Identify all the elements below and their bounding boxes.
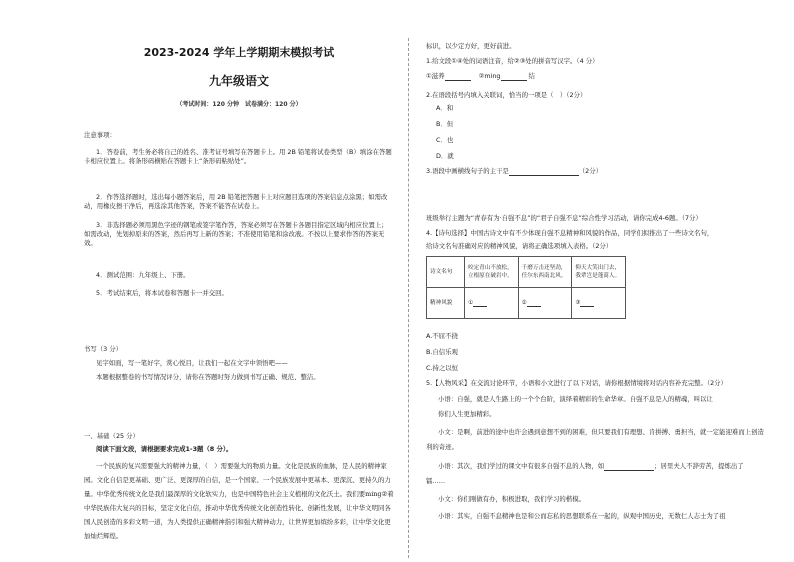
passage: 一个民族的复兴需要强大的精神力量，（ ）需要强大的物质力量。文化是民族的血脉，是人民的精神家园。文化自信是更基础、更广泛、更深厚的自信，是一个国家、一个民族发展中更基本、更深沉、更持久的力量。中华优秀传统文化是我们最深厚的文化软实力，也是中国特色社会主义植根的文化沃土。我们要ming②着中华民族伟大复兴的目标，坚定文化自信，推动中华优秀传统文化创造性转化、创新性发展，让中华文明同各国人民创造的多彩文明一道，为人类提供正确精神指引和强大精神动力，让世界更加缤纷多彩，让中华文化更加灿烂辉煌。 (84, 462, 394, 540)
table-answer-2[interactable]: ② (518, 288, 572, 319)
matching-table (426, 256, 626, 319)
writing-heading: 书写（3 分） (84, 345, 123, 353)
table-quote-3: 仰天大笑出门去，我辈岂是蓬蒿人。 (572, 257, 626, 288)
dialog-line-6: 镭…… (426, 477, 446, 485)
question-2: 2.在语段括号内填入关联词，恰当的一项是（ ）（2分） (426, 91, 587, 99)
table-header-quote: 诗文名句 (427, 257, 465, 288)
q2-option-b[interactable]: B．但 (436, 120, 454, 128)
right-column (426, 0, 769, 562)
question-5: 5.【人物风采】在交流讨论环节，小语和小文进行了以下对话，请你根据情境将对话内容补充完整。（2分） (426, 379, 727, 387)
q2-option-a[interactable]: A．和 (436, 104, 454, 112)
exam-subtitle: 九年级语文 (208, 74, 269, 88)
table-quote-2: 千磨万击还坚劲，任尔东西南北风。 (518, 257, 572, 288)
table-answer-1[interactable]: ① (464, 288, 518, 319)
note-3: 3．非选择题必须用黑色字迹的钢笔或签字笔作答，答案必须写在答题卡各题目指定区域内相应位置上；如需改动，先划掉原来的答案，然后再写上新的答案；不准使用铅笔和涂改液。不按以上要求作答的答案无效。 (84, 221, 388, 247)
exam-title: 2023-2024 学年上学期期末模拟考试 (143, 46, 335, 59)
column-divider (408, 38, 409, 558)
dialog-line-5: 小语：其次，我们学过的课文中有很多自强不息的人物，如 ；居里夫人不辞劳苦，提炼出了 (438, 462, 744, 470)
dialog-line-7: 小文：你们刚做有办，积极进取，我们学习的楷模。 (438, 495, 585, 503)
dialog-line-4: 利的奇迹。 (426, 443, 458, 451)
question-1: 1.给文段①④处的词语注音，给②③处的拼音写汉字。（4 分） (426, 57, 599, 65)
q4-option-a: A.不屈不挠 (426, 332, 458, 340)
q2-option-c[interactable]: C．也 (436, 136, 454, 144)
q4-option-c: C.持之以恒 (426, 364, 459, 372)
note-5: 5．考试结束后，将本试卷和答题卡一并交回。 (96, 289, 228, 297)
answer-blank[interactable] (604, 464, 654, 471)
answer-blank[interactable] (445, 74, 471, 81)
question-1-blanks: ①滋养 ②ming 结 (426, 72, 535, 80)
note-4: 4．测试范围：九年级上、下册。 (96, 271, 190, 279)
left-column (84, 0, 394, 562)
writing-line-1: 见字如面，写一笔好字，赏心悦目，让我们一起在文字中领悟吧—— (96, 359, 288, 367)
reading-instruction: 阅读下面文段，请根据要求完成1-3题（8 分）。 (96, 445, 233, 453)
q4-option-b: B.自信乐观 (426, 348, 458, 356)
dialog-line-2: 你们人生更加精彩。 (438, 410, 496, 418)
dialog-line-8: 小语：其实，自强不息精神也是和公而忘私的思想联系在一起的，纵观中国历史，无数仁人志士为了祖 (438, 512, 726, 520)
activity-intro: 班级举行主题为“青春有为·自强不息”的“君子自强不息”综合性学习活动，请你完成4-6题。（7分） (426, 214, 702, 222)
question-3: 3.语段中画横线句子的主干是 （2分） (426, 167, 603, 175)
dialog-line-1: 小语：自强，就是人生路上的一个个台阶，演绎着精彩的生命华章。自强不息是人的精魂，叫以让 (438, 395, 713, 403)
question-4-cont: 给诗文名句准确对应的精神风貌，请将正确选项填入表格。（2分） (426, 242, 613, 250)
table-header-spirit: 精神风貌 (427, 288, 465, 319)
writing-line-2: 本题根据整卷的书写情况评分，请你在答题时努力做到书写正确、规范、整洁。 (96, 373, 320, 381)
q2-option-d[interactable]: D．就 (436, 152, 454, 160)
note-2: 2．作答选择题时，选出每小题答案后，用 2B 铅笔把答题卡上对应题目选项的答案信息点涂黑；如需改动，用橡皮擦干净后，再选涂其他答案，答案不能答在试卷上。 (84, 193, 388, 210)
passage-continued: 标识，以少定方好，更好前进。 (426, 42, 516, 50)
exam-meta: （考试时间：120 分钟 试卷满分：120 分） (176, 101, 302, 108)
answer-blank[interactable] (509, 169, 579, 176)
notes-heading: 注意事项： (84, 131, 116, 139)
answer-blank[interactable] (501, 74, 527, 81)
table-answer-3[interactable]: ③ (572, 288, 626, 319)
table-quote-1: 咬定青山不放松，立根原在破岩中。 (464, 257, 518, 288)
section-heading: 一、基础（25 分） (84, 432, 139, 440)
question-4: 4.【诗句选择】中国古诗文中有不少体现自强不息精神和风貌的作品，同学们拟推出了一些诗文名句， (426, 229, 714, 237)
dialog-line-3: 小文：是啊，前进的途中也许会遇到意想不到的困难，但只要我们有理想、肯拼搏、勇担当，就一定能迎难而上创造 (438, 428, 764, 436)
note-1: 1．答卷前，考生务必将自己的姓名、准考证号填写在答题卡上。用 2B 铅笔将试卷类型（B）填涂在答题卡相应位置上。将条形码横贴在答题卡上“条形码粘贴处”。 (84, 148, 392, 165)
